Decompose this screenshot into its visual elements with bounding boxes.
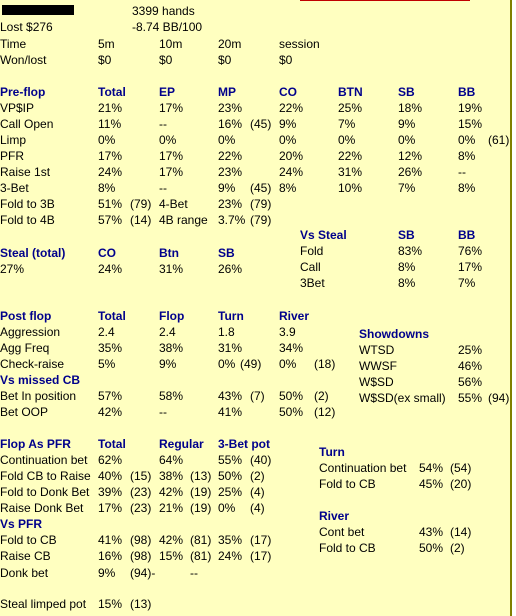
stat-value: 22% <box>338 149 363 163</box>
stat-value: 8% <box>458 181 476 195</box>
sample-count: (19) <box>190 485 212 499</box>
stat-value: 8% <box>398 260 416 274</box>
stat-value: 22% <box>218 149 243 163</box>
stat-value: 41% <box>98 533 123 547</box>
stat-value: 43% <box>218 389 243 403</box>
stat-value: 38% <box>159 469 184 483</box>
stat-value: 2.4 <box>98 325 115 339</box>
stat-label: Aggression <box>0 325 61 339</box>
stat-value: 40% <box>98 469 123 483</box>
stat-value: 0% <box>218 357 236 371</box>
stat-value: 2.4 <box>159 325 176 339</box>
stat-value: 7% <box>398 181 416 195</box>
stat-value: 12% <box>398 149 423 163</box>
turn-title: Turn <box>319 445 345 459</box>
stat-label: Steal limped pot <box>0 597 87 611</box>
stat-value: 31% <box>338 165 363 179</box>
missed-cb-title: Vs missed CB <box>0 373 81 387</box>
stat-value: 17% <box>159 165 184 179</box>
stat-value: 25% <box>218 485 243 499</box>
stat-value: 1.8 <box>218 325 235 339</box>
sample-count: (2) <box>250 469 265 483</box>
preflop-col-total: Total <box>98 85 126 99</box>
stat-value: 21% <box>98 101 123 115</box>
redacted-player-name <box>2 5 74 15</box>
stat-value: 0% <box>218 133 236 147</box>
stat-value: 54% <box>419 461 444 475</box>
stat-label: Bet In position <box>0 389 77 403</box>
sample-count: (23) <box>130 501 152 515</box>
stat-value: 17% <box>98 501 123 515</box>
stat-value: 20% <box>279 149 304 163</box>
sample-count: (12) <box>314 405 336 419</box>
stat-value: 16% <box>218 117 243 131</box>
postflop-col-flop: Flop <box>159 309 185 323</box>
stat-label: Check-raise <box>0 357 65 371</box>
stat-value: 8% <box>279 181 297 195</box>
stat-value: 42% <box>98 405 123 419</box>
sample-count: (79) <box>130 197 152 211</box>
preflop-col-btn: BTN <box>338 85 363 99</box>
sample-count: (23) <box>130 485 152 499</box>
preflop-col-co: CO <box>279 85 297 99</box>
stat-label: Fold to 3B <box>0 197 55 211</box>
stat-value: 0% <box>279 133 297 147</box>
stat-value: 8% <box>398 276 416 290</box>
sample-count: (79) <box>250 197 272 211</box>
stat-value: -- <box>458 165 466 179</box>
sample-count: (18) <box>314 357 336 371</box>
sample-count: (7) <box>250 389 265 403</box>
stat-value: 21% <box>159 501 184 515</box>
stat-value: 0% <box>398 133 416 147</box>
stat-value: 83% <box>398 244 423 258</box>
stat-value: 35% <box>218 533 243 547</box>
stat-value: 58% <box>159 389 184 403</box>
period-10m: 10m <box>159 37 183 51</box>
stat-value: 18% <box>398 101 423 115</box>
preflop-col-ep: EP <box>159 85 176 99</box>
postflop-col-river: River <box>279 309 310 323</box>
stat-value: 56% <box>458 375 483 389</box>
stat-value: 31% <box>159 262 184 276</box>
flop-pfr-col-regular: Regular <box>159 437 204 451</box>
stat-value: 24% <box>98 165 123 179</box>
river-title: River <box>319 509 350 523</box>
lost-amount: Lost $276 <box>0 20 53 34</box>
postflop-col-turn: Turn <box>218 309 244 323</box>
top-red-strip <box>300 0 470 1</box>
stat-label: W$SD <box>359 375 394 389</box>
stat-label: Fold to Donk Bet <box>0 485 90 499</box>
stat-label: PFR <box>0 149 24 163</box>
sample-count: (15) <box>130 469 152 483</box>
stat-value: 7% <box>338 117 356 131</box>
sample-count: (40) <box>250 453 272 467</box>
sample-count: (17) <box>250 549 272 563</box>
period-20m: 20m <box>218 37 242 51</box>
stat-label: Continuation bet <box>319 461 407 475</box>
stat-value: 41% <box>218 405 243 419</box>
stat-value: 31% <box>218 341 243 355</box>
sample-count: (45) <box>250 117 272 131</box>
stat-label: 4-Bet <box>159 197 188 211</box>
sample-count: (98) <box>130 549 152 563</box>
time-label: Time <box>0 37 27 51</box>
stat-value: 0% <box>338 133 356 147</box>
steal-col-sb: SB <box>218 246 235 260</box>
stat-label: Fold to CB <box>319 541 376 555</box>
stat-value: 23% <box>218 197 243 211</box>
sample-count: (81) <box>190 533 212 547</box>
stat-value: 17% <box>458 260 483 274</box>
stat-value: 64% <box>159 453 184 467</box>
stat-value: 3.9 <box>279 325 296 339</box>
stat-value: 39% <box>98 485 123 499</box>
stat-value: 76% <box>458 244 483 258</box>
steal-title: Steal (total) <box>0 246 66 260</box>
postflop-col-total: Total <box>98 309 126 323</box>
vs-steal-title: Vs Steal <box>300 228 347 242</box>
steal-col-btn: Btn <box>159 246 179 260</box>
vs-steal-col-sb: SB <box>398 228 415 242</box>
stat-value: 34% <box>279 341 304 355</box>
stat-value: 45% <box>419 477 444 491</box>
stat-value: 24% <box>218 549 243 563</box>
period-5m: 5m <box>98 37 115 51</box>
sample-count: (94)- <box>130 566 156 580</box>
stat-value: 15% <box>98 597 123 611</box>
stat-value: 0% <box>458 133 476 147</box>
preflop-title: Pre-flop <box>0 85 46 99</box>
sample-count: (81) <box>190 549 212 563</box>
sample-count: (61) <box>488 133 510 147</box>
stat-label: Raise 1st <box>0 165 51 179</box>
stat-value: 42% <box>159 533 184 547</box>
steal-col-co: CO <box>98 246 116 260</box>
stat-value: 8% <box>98 181 116 195</box>
stat-value: 50% <box>279 405 304 419</box>
flop-pfr-title: Flop As PFR <box>0 437 71 451</box>
stat-label: WTSD <box>359 343 395 357</box>
stat-value: 57% <box>98 213 123 227</box>
stat-label: Limp <box>0 133 27 147</box>
stat-value: 26% <box>218 262 243 276</box>
vs-steal-col-bb: BB <box>458 228 476 242</box>
stat-label: W$SD(ex small) <box>359 391 446 405</box>
sample-count: (20) <box>450 477 472 491</box>
stat-value: 57% <box>98 389 123 403</box>
sample-count: (79) <box>250 213 272 227</box>
stat-value: 0% <box>159 133 177 147</box>
stat-value: 17% <box>98 149 123 163</box>
stat-value: 46% <box>458 359 483 373</box>
showdowns-title: Showdowns <box>359 327 429 341</box>
stat-value: 19% <box>458 101 483 115</box>
stat-label: Continuation bet <box>0 453 88 467</box>
won-session: $0 <box>279 53 293 67</box>
stat-value: 55% <box>458 391 483 405</box>
stat-value: 55% <box>218 453 243 467</box>
sample-count: (54) <box>450 461 472 475</box>
sample-count: (49) <box>240 357 262 371</box>
flop-pfr-col-3bet: 3-Bet pot <box>218 437 270 451</box>
stat-label: WWSF <box>359 359 397 373</box>
stat-label: Cont bet <box>319 525 365 539</box>
stat-value: 43% <box>419 525 444 539</box>
stat-value: 25% <box>458 343 483 357</box>
stat-value: 16% <box>98 549 123 563</box>
stat-value: 25% <box>338 101 363 115</box>
stat-value: 17% <box>159 101 184 115</box>
stat-value: 17% <box>159 149 184 163</box>
stat-label: Agg Freq <box>0 341 50 355</box>
stat-value: 10% <box>338 181 363 195</box>
postflop-title: Post flop <box>0 309 52 323</box>
stat-value: 62% <box>98 453 123 467</box>
bb100-rate: -8.74 BB/100 <box>132 20 203 34</box>
stat-label: 4B range <box>159 213 208 227</box>
hands-count: 3399 hands <box>132 4 195 18</box>
stat-label: Call <box>300 260 321 274</box>
stat-label: Bet OOP <box>0 405 49 419</box>
stat-value: 50% <box>419 541 444 555</box>
stat-value: 38% <box>159 341 184 355</box>
sample-count: (14) <box>450 525 472 539</box>
stat-value: 11% <box>98 117 122 131</box>
vs-pfr-title: Vs PFR <box>0 517 43 531</box>
stat-label: Raise CB <box>0 549 51 563</box>
preflop-col-mp: MP <box>218 85 236 99</box>
sample-count: (2) <box>450 541 465 555</box>
wonlost-label: Won/lost <box>0 53 47 67</box>
stat-value: 42% <box>159 485 184 499</box>
stat-value: 50% <box>218 469 243 483</box>
stat-label: Fold to 4B <box>0 213 55 227</box>
stat-value: 24% <box>279 165 304 179</box>
stat-value: -- <box>190 566 198 580</box>
stat-label: VP$IP <box>0 101 35 115</box>
preflop-col-sb: SB <box>398 85 415 99</box>
stat-value: -- <box>159 405 167 419</box>
stat-value: 23% <box>218 165 243 179</box>
stat-label: 3-Bet <box>0 181 29 195</box>
stat-value: 22% <box>279 101 304 115</box>
stat-label: Fold to CB <box>319 477 376 491</box>
stat-label: Raise Donk Bet <box>0 501 84 515</box>
period-session: session <box>279 37 320 51</box>
stat-value: 50% <box>279 389 304 403</box>
stat-value: 0% <box>98 133 116 147</box>
stat-value: 27% <box>0 262 25 276</box>
stat-value: 15% <box>458 117 483 131</box>
won-5m: $0 <box>98 53 112 67</box>
stat-value: 3.7% <box>218 213 246 227</box>
stat-label: Fold CB to Raise <box>0 469 91 483</box>
stat-value: 35% <box>98 341 123 355</box>
stat-value: -- <box>159 181 167 195</box>
stat-value: 26% <box>398 165 423 179</box>
sample-count: (94) <box>488 391 510 405</box>
stat-value: 9% <box>98 566 116 580</box>
stat-label: Fold to CB <box>0 533 57 547</box>
sample-count: (14) <box>130 213 152 227</box>
stat-value: 7% <box>458 276 476 290</box>
stat-value: 51% <box>98 197 123 211</box>
flop-pfr-col-total: Total <box>98 437 126 451</box>
stat-value: 0% <box>218 501 236 515</box>
sample-count: (98) <box>130 533 152 547</box>
stat-value: 8% <box>458 149 476 163</box>
stat-value: 9% <box>218 181 236 195</box>
sample-count: (4) <box>250 501 265 515</box>
stat-value: 9% <box>279 117 297 131</box>
stat-value: 9% <box>159 357 177 371</box>
sample-count: (13) <box>130 597 152 611</box>
sample-count: (17) <box>250 533 272 547</box>
won-10m: $0 <box>159 53 173 67</box>
stat-value: 0% <box>279 357 297 371</box>
sample-count: (13) <box>190 469 212 483</box>
preflop-col-bb: BB <box>458 85 476 99</box>
stat-value: 23% <box>218 101 243 115</box>
stat-label: 3Bet <box>300 276 325 290</box>
stat-value: 5% <box>98 357 116 371</box>
sample-count: (4) <box>250 485 265 499</box>
stat-value: 9% <box>398 117 416 131</box>
stat-label: Call Open <box>0 117 54 131</box>
stat-label: Donk bet <box>0 566 49 580</box>
won-20m: $0 <box>218 53 232 67</box>
stat-value: 15% <box>159 549 184 563</box>
sample-count: (2) <box>314 389 329 403</box>
sample-count: (45) <box>250 181 272 195</box>
stat-label: Fold <box>300 244 324 258</box>
stat-value: 24% <box>98 262 123 276</box>
sample-count: (19) <box>190 501 212 515</box>
stat-value: -- <box>159 117 167 131</box>
